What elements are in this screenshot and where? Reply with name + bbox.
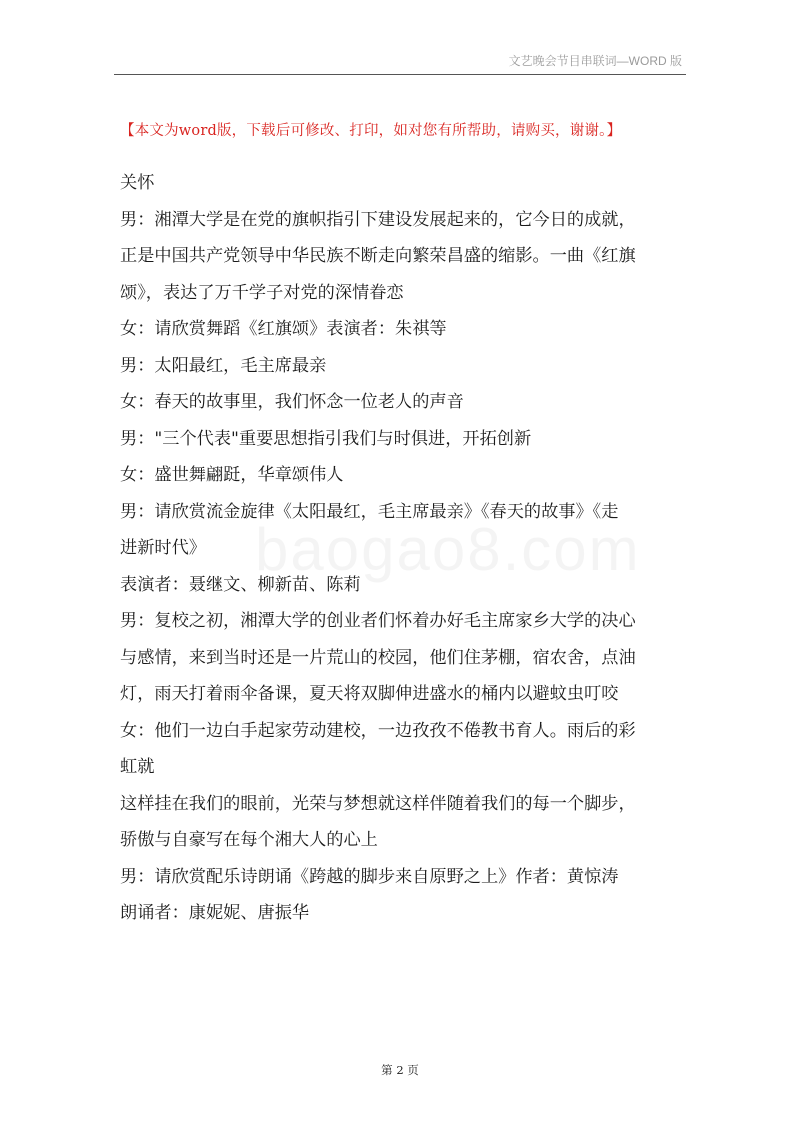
body-line: 颂》，表达了万千学子对党的深情眷恋: [120, 282, 404, 303]
body-line: 朗诵者：康妮妮、唐振华: [120, 903, 310, 923]
running-header: 文艺晚会节目串联词—WORD 版: [508, 54, 682, 68]
body-line: 表演者：聂继文、柳新苗、陈莉: [120, 574, 361, 595]
body-line: 女：春天的故事里，我们怀念一位老人的声音: [120, 392, 464, 412]
body-line: 这样挂在我们的眼前，光荣与梦想就这样伴随着我们的每一个脚步，: [120, 793, 636, 814]
script-body: [120, 165, 685, 932]
page-number: 第 2 页: [381, 1063, 419, 1077]
body-line: 男：太阳最红，毛主席最亲: [120, 355, 327, 376]
body-line: 男：请欣赏流金旋律《太阳最红，毛主席最亲》《春天的故事》《走: [120, 501, 619, 522]
body-line: 骄傲与自豪写在每个湘大人的心上: [120, 830, 378, 850]
body-line: 正是中国共产党领导中华民族不断走向繁荣昌盛的缩影。一曲《红旗: [120, 246, 636, 266]
body-line: 女：盛世舞翩跹，华章颂伟人: [120, 465, 344, 485]
download-notice: 【本文为word版，下载后可修改、打印，如对您有所帮助，请购买，谢谢。】: [120, 123, 622, 139]
body-line: 与感情，来到当时还是一片荒山的校园，他们住茅棚，宿农舍，点油: [120, 647, 636, 668]
body-line: 女：请欣赏舞蹈《红旗颂》表演者：朱祺等: [120, 319, 447, 339]
header-divider: [114, 74, 686, 75]
body-line: 灯，雨天打着雨伞备课，夏天将双脚伸进盛水的桶内以避蚊虫叮咬: [120, 684, 619, 704]
body-line: 女：他们一边白手起家劳动建校，一边孜孜不倦教书育人。雨后的彩: [120, 720, 636, 741]
body-line: 男：请欣赏配乐诗朗诵《跨越的脚步来自原野之上》作者：黄惊涛: [120, 866, 619, 887]
body-line: 男：湘潭大学是在党的旗帜指引下建设发展起来的，它今日的成就，: [120, 209, 636, 230]
body-line: 男：复校之初，湘潭大学的创业者们怀着办好毛主席家乡大学的决心: [120, 611, 636, 631]
body-line: 进新时代》: [120, 538, 206, 558]
body-line: 虹就: [120, 757, 155, 777]
body-line: 男："三个代表"重要思想指引我们与时俱进，开拓创新: [120, 428, 532, 449]
body-line: 关怀: [120, 173, 155, 193]
